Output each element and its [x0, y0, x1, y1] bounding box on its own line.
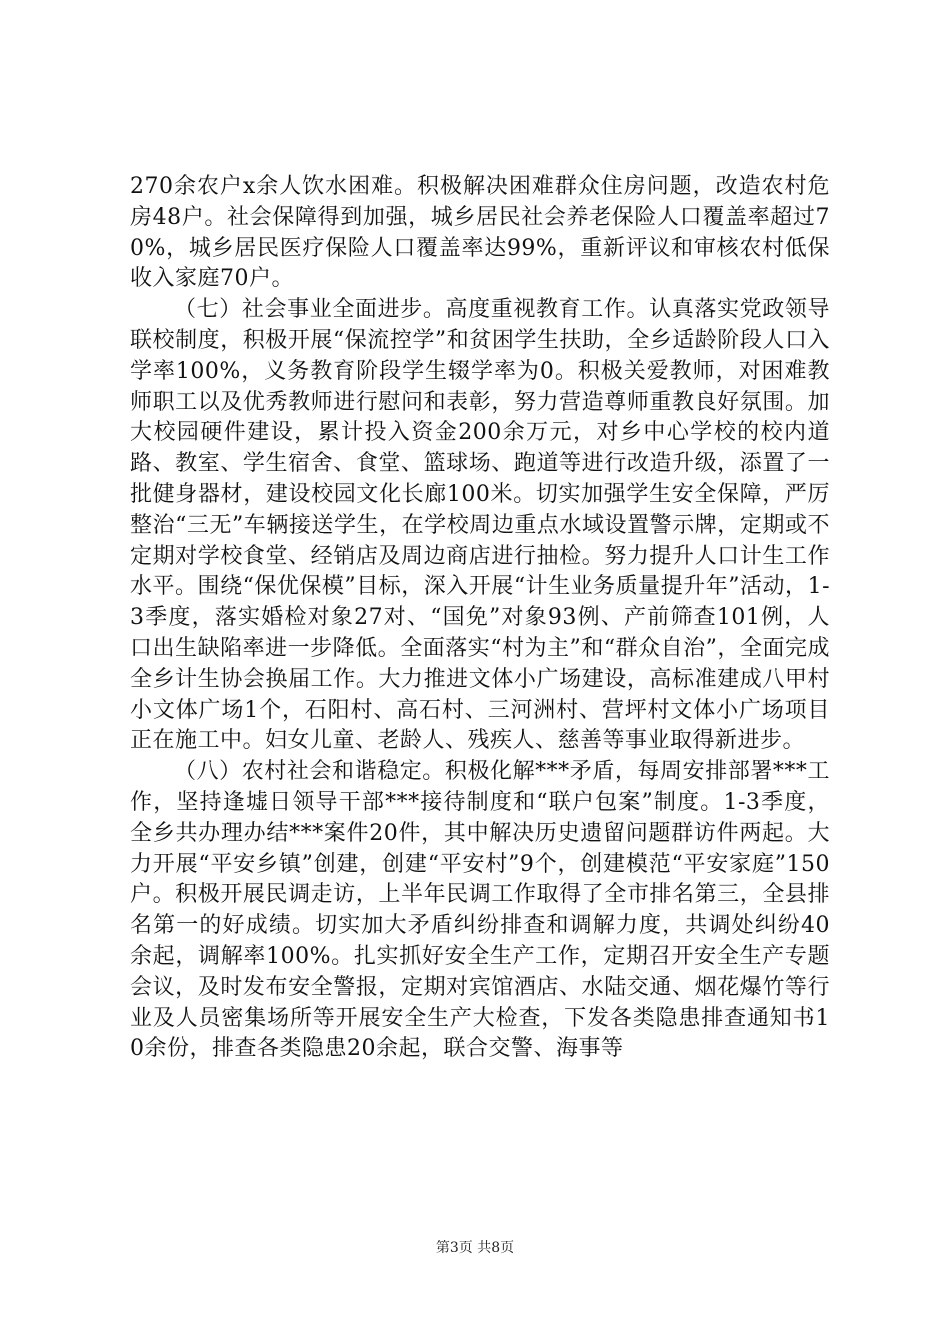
- page-footer: [0, 1238, 950, 1258]
- paragraph-continuation: 270余农户x余人饮水困难。积极解决困难群众住房问题，改造农村危房48户。社会保障得到加强，城乡居民社会养老保险人口覆盖率超过70%，城乡居民医疗保险人口覆盖率达99%，重新评议和审核农村低保收入家庭70户。: [130, 174, 830, 292]
- paragraph-social-affairs: （七）社会事业全面进步。高度重视教育工作。认真落实党政领导联校制度，积极开展“保流控学”和贫困学生扶助，全乡适龄阶段人口入学率100%，义务教育阶段学生辍学率为0。积极关爱教师，对困难教师职工以及优秀教师进行慰问和表彰，努力营造尊师重教良好氛围。加大校园硬件建设，累计投入资金200余万元，对乡中心学校的校内道路、教室、学生宿舍、食堂、篮球场、跑道等进行改造升级，添置了一批健身器材，建设校园文化长廊100米。切实加强学生安全保障，严厉整治“三无”车辆接送学生，在学校周边重点水域设置警示牌，定期或不定期对学校食堂、经销店及周边商店进行抽检。努力提升人口计生工作水平。围绕“保优保模”目标，深入开展“计生业务质量提升年”活动，1-3季度，落实婚检对象27对、“国免”对象93例、产前筛查101例，人口出生缺陷率进一步降低。全面落实“村为主”和“群众自治”，全面完成全乡计生协会换届工作。大力推进文体小广场建设，高标准建成八甲村小文体广场1个，石阳村、高石村、三河洲村、营坪村文体小广场项目正在施工中。妇女儿童、老龄人、残疾人、慈善等事业取得新进步。: [130, 297, 830, 754]
- paragraph-social-stability: （八）农村社会和谐稳定。积极化解***矛盾，每周安排部署***工作，坚持逢墟日领导干部***接待制度和“联户包案”制度。1-3季度，全乡共办理办结***案件20件，其中解决历史遗留问题群访件两起。大力开展“平安乡镇”创建，创建“平安村”9个，创建模范“平安家庭”150户。积极开展民调走访，上半年民调工作取得了全市排名第三，全县排名第一的好成绩。切实加大矛盾纠纷排查和调解力度，共调处纠纷40余起，调解率100%。扎实抓好安全生产工作，定期召开安全生产专题会议，及时发布安全警报，定期对宾馆酒店、水陆交通、烟花爆竹等行业及人员密集场所等开展安全生产大检查，下发各类隐患排查通知书10余份，排查各类隐患20余起，联合交警、海事等: [130, 759, 830, 1062]
- document-body: [130, 172, 830, 1065]
- page-number-label: 第3页 共8页: [435, 1240, 515, 1256]
